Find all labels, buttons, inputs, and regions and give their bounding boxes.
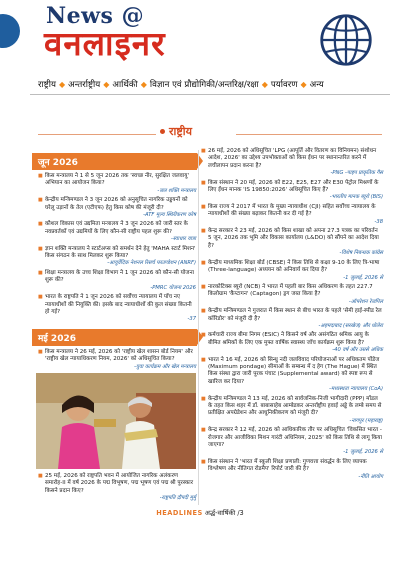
question-item xyxy=(201,148,383,177)
answer-text: -जल शक्ति मन्त्रालय xyxy=(157,187,196,194)
answer-text: -ATF मूल्य स्थिरीकरण कोष xyxy=(143,212,196,219)
answer-text: -1 जुलाई, 2026 से xyxy=(343,274,383,281)
footer-brand: HEADLINES xyxy=(156,509,203,517)
section-rule-left xyxy=(38,134,156,135)
answer-text: -आयुर्वेदिक नेशनल रिसर्च फाउण्डेशन (ANRF) xyxy=(107,260,196,267)
question-item xyxy=(38,349,196,370)
question-text: केन्द्र सरकार ने 12 मई, 2026 को आधिकारिक तौर पर अधिसूचित 'विकसित भारत - रोजगार और आजीविका मिशन गारंटी अधिनियम, 2025' को किस तिथि से लागू किया जाएगा? xyxy=(208,427,382,449)
question-text: केन्द्रीय मन्त्रिमण्डल ने 13 मई, 2026 को सार्वजनिक-निजी भागीदारी (PPP) मॉडल के तहत किस शहर में डॉ. बाबासाहेब आम्बेडकर अन्तर्राष्ट्रीय हवाई अड्डे के लम्बे समय से प्रतीक्षित अपग्रेडेशन और आधुनिकीकरण को मंजूरी दी? xyxy=(208,395,382,417)
answer-text: -युवा कार्यक्रम और खेल मन्त्रालय xyxy=(134,363,196,370)
corner-decoration xyxy=(0,14,20,48)
question-item xyxy=(201,332,383,353)
question-text: कर्मचारी राज्य बीमा निगम (ESIC) ने किसने वर्ष और असंगठित श्रमिक आयु के बीमित श्रमिकों के लिए एक मुफ्त वार्षिक स्वास्थ्य जाँच कार्यक्रम शुरू किया है? xyxy=(208,332,369,346)
answer-text: -37 xyxy=(187,316,196,323)
month-tag-may: मई 2026 xyxy=(32,329,197,346)
category-item: अन्तर्राष्ट्रीय xyxy=(68,80,101,90)
question-text: केन्द्रीय मन्त्रिमण्डल ने 3 जून 2026 को अनुसूचित नागरिक उड्डयनों को घरेलू उड़ानों के तेल (एटीएफ) हेतु किस कोष की मंजूरी दी? xyxy=(45,197,188,211)
month-tag-june: जून 2026 xyxy=(32,153,197,170)
question-item xyxy=(201,180,383,201)
page-footer xyxy=(0,508,400,522)
question-text: भारत के राष्ट्रपति ने 1 जून 2026 को सर्वोच्च न्यायालय में पाँच नए न्यायाधीशों की नियुक्ति की। इसके बाद न्यायाधीशों की कुल संख्या कितनी हो गई? xyxy=(45,294,192,315)
section-rule-right xyxy=(236,134,382,135)
award-ceremony-photo xyxy=(36,373,196,469)
answer-text: -विशेष निबन्धक कांग्रेस xyxy=(339,250,383,257)
question-item xyxy=(38,473,196,502)
answer-text: -अहमदाबाद (सरखेज) और धोलेरा xyxy=(318,322,383,329)
question-item xyxy=(38,246,196,267)
right-column xyxy=(201,148,383,483)
answer-text: -ऑपरेशन रेजपिल xyxy=(348,298,383,305)
question-item xyxy=(38,221,196,242)
globe-icon xyxy=(318,12,374,68)
answer-text: -PMRC योजना 2026 xyxy=(150,284,196,291)
question-text: केन्द्र सरकार ने 23 मई, 2026 को किस शाखा को अपना 27.3 पत्रक का परिवर्तन 5 जून, 2026 तक भूमि और विकास कार्यालय (L&DO) को सौंपने का आदेश दिया है? xyxy=(208,228,379,249)
question-item xyxy=(201,204,383,225)
answer-text: -नागपुर (महाराष्ट्र) xyxy=(349,417,383,424)
header-divider xyxy=(30,94,390,95)
question-text: केन्द्रीय माध्यमिक शिक्षा बोर्ड (CBSE) ने किस तिथि से कक्षा 9-10 के लिए त्रि-भाषा (Three-language) अध्ययन को अनिवार्य कर दिया है? xyxy=(208,259,380,274)
footer-page-label: अर्द्ध-वार्षिकी /3 xyxy=(204,509,244,517)
left-column xyxy=(38,150,196,505)
question-item xyxy=(38,197,196,218)
question-item xyxy=(201,427,383,456)
section-title xyxy=(160,124,240,139)
answer-text: -PNG -पाइप प्राकृतिक गैस xyxy=(330,170,383,177)
question-text: ज्ञान शक्ति मन्त्रालय ने स्टार्टअप्स को समर्थन देने हेतु 'MAHA स्टार्ट मिशन' किस संगठन के साथ मिलकर शुरू किया? xyxy=(45,245,196,260)
question-item xyxy=(201,308,383,329)
answer-text: -नीति आयोग xyxy=(358,473,383,480)
question-text: 25 मई, 2026 को राष्ट्रपति भवन में आयोजित नागरिक अलंकरण समारोह-II में वर्ष 2026 के पद्म विभूषण, पद्म भूषण एवं पद्म श्री पुरस्कार किसने प्रदान किए? xyxy=(45,472,194,494)
brand-main-title: वनलाइनर xyxy=(44,24,166,63)
question-text: कौशल विकास एवं उद्यमिता मन्त्रालय ने 3 जून 2026 को जारी स्तर के नवप्रवर्तकों एवं उद्यमियों के लिए कौन-सी राष्ट्रीय पहल शुरू की? xyxy=(45,221,188,235)
question-text: किस संस्थान ने 20 मई, 2026 को E22, E25, E27 और E30 पेट्रोल मिश्रणों के लिए ईंधन मानक 'IS 19850:2026' अधिसूचित किए हैं? xyxy=(208,179,379,194)
category-item: विज्ञान एवं प्रौद्योगिकी/अन्तरिक्ष/रक्षा xyxy=(149,80,259,90)
category-item: राष्ट्रीय xyxy=(38,80,56,90)
category-bar: राष्ट्रीय ◆ अन्तर्राष्ट्रीय ◆ आर्थिकी ◆ विज्ञान एवं प्रौद्योगिकी/अन्तरिक्ष/रक्षा ◆ पर्यावरण ◆ अन्य xyxy=(38,79,324,90)
question-item xyxy=(201,396,383,425)
answer-text: -40 वर्ष और उससे अधिक xyxy=(332,347,383,354)
question-item xyxy=(38,173,196,194)
category-item: आर्थिकी xyxy=(112,80,138,90)
question-text: किस मन्त्रालय ने 1 से 5 जून 2026 तक 'स्वच्छ नीर, सुरक्षित जलवायु' अभियान का आयोजन किया? xyxy=(45,173,190,187)
question-text: 26 मई, 2026 को अधिसूचित 'LPG (आपूर्ति और वितरण का विनियमन) संशोधन आदेश, 2026' का उद्देश्य उपभोक्ताओं को किस ईंधन पर स्थानान्तरित करने में लचीलापन प्रदान करना है? xyxy=(208,148,377,169)
column-divider xyxy=(198,150,199,505)
question-item xyxy=(201,357,383,393)
question-text: नारकोटिक्स ब्यूरो (NCB) ने भारत में पहली बार किस अधिकरण के तहत 227.7 किलोग्राम 'कैप्टागन' (Captagon) ड्रग जब्त किया है? xyxy=(208,283,373,298)
question-item xyxy=(201,459,383,480)
category-item: अन्य xyxy=(309,80,324,90)
category-item: पर्यावरण xyxy=(270,80,298,90)
question-item xyxy=(201,284,383,305)
question-item xyxy=(38,294,196,323)
question-item xyxy=(201,260,383,281)
question-text: भारत ने 16 मई, 2026 को सिन्धु नदी जलविवाद परियोजनाओं पर अधिकतम पोंडेज (Maximum pondage) सीमाओं के सम्बन्ध में द हेग (The Hague) में स्थित किस संस्था द्वारा जारी पूरक पंचाट (Supplemental award) को स्पष्ट रूप से खारिज कर दिया? xyxy=(208,356,380,385)
page-header xyxy=(0,0,400,98)
answer-text: -1 जुलाई, 2026 से xyxy=(343,449,383,456)
question-item xyxy=(38,270,196,291)
question-text: शिक्षा मन्त्रालय के उच्च शिक्षा विभाग ने 1 जून 2026 को कौन-सी योजना शुरू की? xyxy=(45,269,195,284)
bullet-icon xyxy=(160,129,165,134)
answer-text: -स्वाधार यात्रा xyxy=(171,236,196,243)
question-text: किस संस्थान ने 'भारत में स्कूली शिक्षा प्रणाली: गुणवत्ता संवर्द्धन के लिए व्यापक विश्लेषण और नीतिगत रोडमैप' रिपोर्ट जारी की है? xyxy=(208,458,367,473)
brand-news-label: News @ xyxy=(46,3,145,29)
photo-illustration xyxy=(36,373,196,469)
question-item xyxy=(201,228,383,257)
answer-text: -38 xyxy=(374,218,383,225)
answer-text: -मध्यस्थता न्यायालय (CoA) xyxy=(329,386,383,393)
answer-text: -भारतीय मानक ब्यूरो (BIS) xyxy=(329,194,383,201)
question-text: किस राज्य ने 2017 में भारत के मुख्य न्यायाधीश (CJI) सहित सर्वोच्च न्यायालय के न्यायाधीशों की संख्या बढ़ाकर कितनी कर दी गई है? xyxy=(208,203,376,218)
question-text: किस मन्त्रालय ने 26 मई, 2026 को 'राष्ट्रीय खेल शासन बोर्ड नियम' और 'राष्ट्रीय खेल न्यायाधिकरण नियम, 2026' को अधिसूचित किया? xyxy=(45,348,193,363)
answer-text: -राष्ट्रपति द्रौपदी मुर्मु xyxy=(159,495,196,502)
question-text: केन्द्रीय मन्त्रिमण्डल ने गुजरात में किस स्थान से बीच भारत के पहले 'सेमी हाई-स्पीड रेल कॉरिडोर' को मंजूरी दी है? xyxy=(208,308,382,322)
section-title-text: राष्ट्रीय xyxy=(169,125,193,138)
